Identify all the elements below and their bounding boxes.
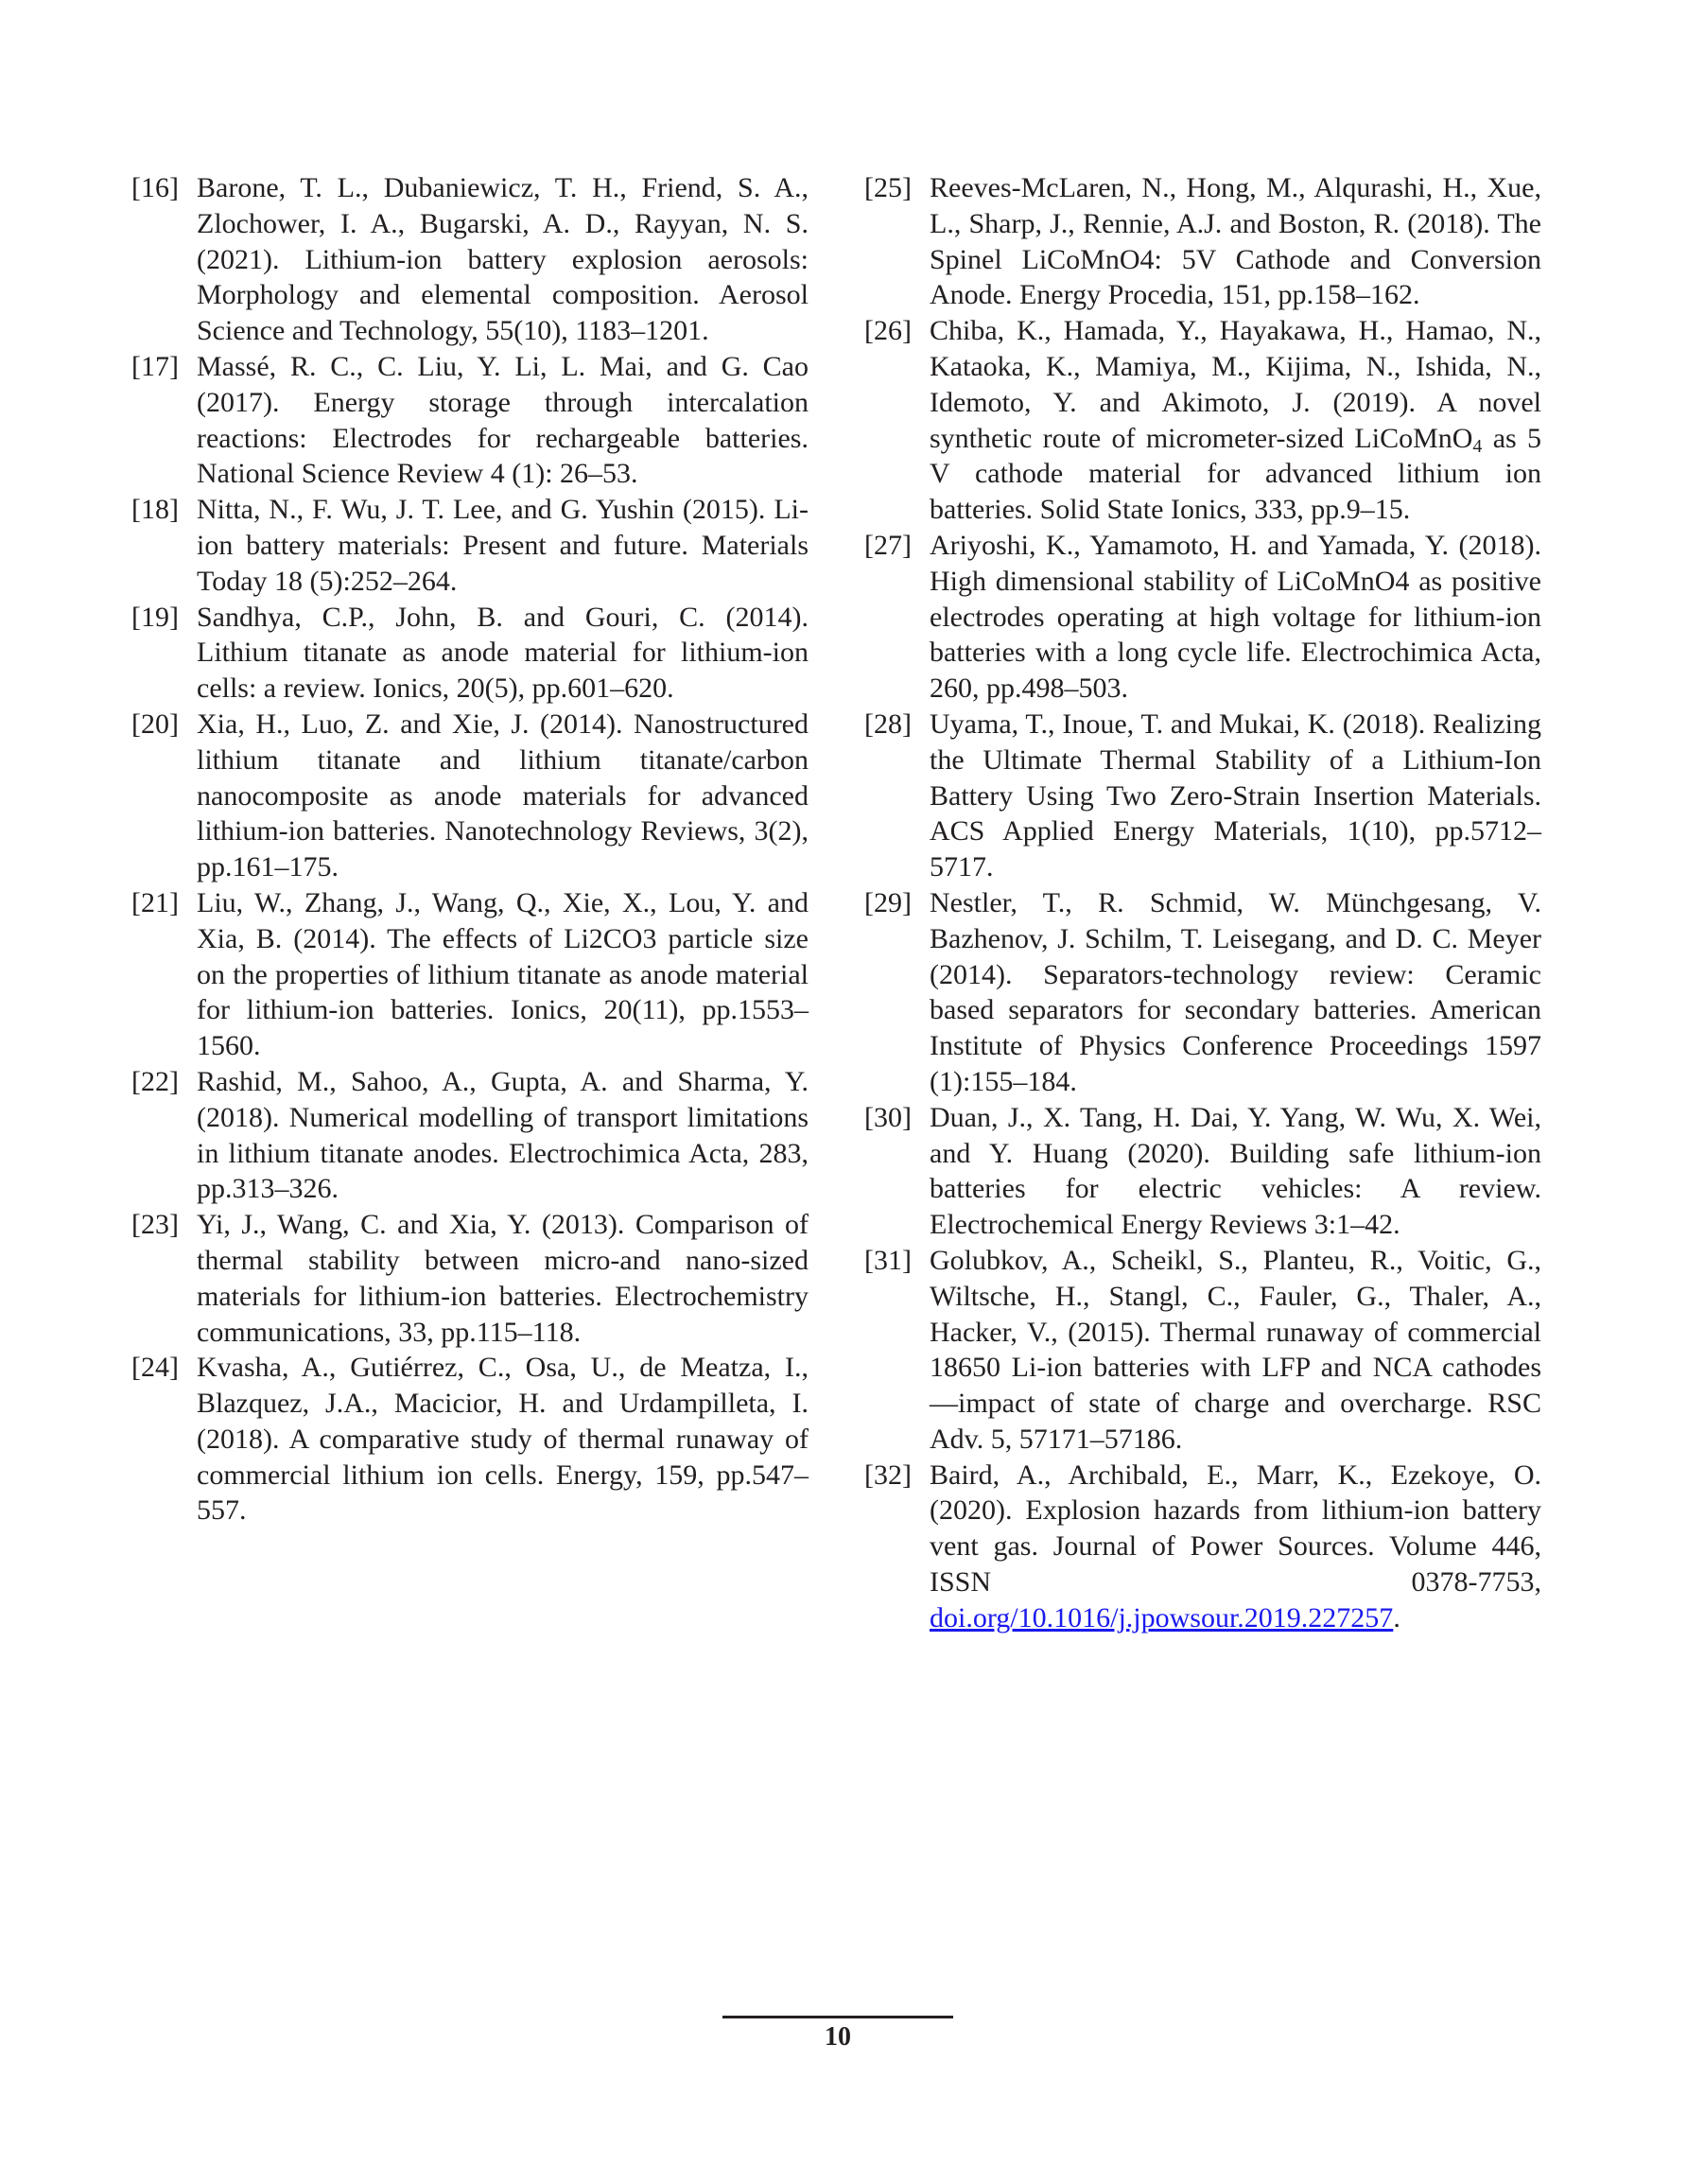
reference-item: [131, 170, 809, 349]
reference-number: [21]: [131, 886, 179, 918]
reference-item: [131, 492, 809, 599]
reference-item: [131, 1350, 809, 1529]
reference-text: Massé, R. C., C. Liu, Y. Li, L. Mai, and G. Cao (2017). Energy storage through intercalation reactions: Electrodes for rechargeable batteries. National Science Review 4 (1): 26–53.: [197, 350, 809, 490]
reference-item: [131, 600, 809, 707]
reference-text: Xia, H., Luo, Z. and Xie, J. (2014). Nanostructured lithium titanate and lithium titanate/carbon nanocomposite as anode materials for advanced lithium-ion batteries. Nanotechnology Reviews, 3(2), pp.161–175.: [197, 708, 809, 883]
reference-text: Sandhya, C.P., John, B. and Gouri, C. (2014). Lithium titanate as anode material for lithium-ion cells: a review. Ionics, 20(5), pp.601–620.: [197, 601, 809, 705]
reference-item: [864, 1243, 1541, 1458]
page-number: 10: [825, 2022, 851, 2052]
reference-number: [16]: [131, 172, 179, 203]
references-column-right: [864, 170, 1541, 1636]
reference-text: Kvasha, A., Gutiérrez, C., Osa, U., de Meatza, I., Blazquez, J.A., Macicior, H. and Urdampilleta, I. (2018). A comparative study of thermal runaway of commercial lithium ion cells. Energy, 159, pp.547–557.: [197, 1352, 809, 1527]
reference-text: Nitta, N., F. Wu, J. T. Lee, and G. Yushin (2015). Li-ion battery materials: Present and future. Materials Today 18 (5):252–264.: [197, 494, 809, 597]
reference-number: [24]: [131, 1352, 179, 1384]
references-column-left: [131, 170, 809, 1529]
reference-text: Duan, J., X. Tang, H. Dai, Y. Yang, W. Wu, X. Wei, and Y. Huang (2020). Building safe lithium-ion batteries for electric vehicles: A review. Electrochemical Energy Reviews 3:1–42.: [930, 1101, 1541, 1241]
reference-item: [131, 349, 809, 492]
reference-text: Reeves-McLaren, N., Hong, M., Alqurashi, H., Xue, L., Sharp, J., Rennie, A.J. and Boston, R. (2018). The Spinel LiCoMnO4: 5V Cathode and Conversion Anode. Energy Procedia, 151, pp.158–162.: [930, 172, 1541, 311]
reference-number: [31]: [864, 1244, 912, 1276]
reference-text: Nestler, T., R. Schmid, W. Münchgesang, V. Bazhenov, J. Schilm, T. Leisegang, and D. C. Meyer (2014). Separators-technology review: Ceramic based separators for secondary batteries. American Institute of Physics Conference Proceedings 1597 (1):155–184.: [930, 886, 1541, 1097]
reference-item: [864, 885, 1541, 1100]
reference-number: [29]: [864, 886, 912, 918]
reference-text-part: .: [1393, 1601, 1400, 1634]
doi-link[interactable]: doi.org/10.1016/j.jpowsour.2019.227257: [930, 1601, 1394, 1634]
reference-item: [131, 707, 809, 885]
reference-item: [131, 1064, 809, 1207]
reference-number: [27]: [864, 529, 912, 561]
reference-number: [17]: [131, 350, 179, 382]
reference-number: [22]: [131, 1065, 179, 1097]
reference-text: [930, 315, 1541, 525]
reference-number: [18]: [131, 494, 179, 526]
reference-text-part: Baird, A., Archibald, E., Marr, K., Ezekoye, O. (2020). Explosion hazards from lithium-ion battery vent gas. Journal of Power Sources. Volume 446, ISSN 0378-7753,: [930, 1459, 1541, 1599]
reference-number: [28]: [864, 708, 912, 740]
reference-number: [26]: [864, 315, 912, 347]
reference-item: [864, 170, 1541, 313]
reference-text-part: Chiba, K., Hamada, Y., Hayakawa, H., Hamao, N., Kataoka, K., Mamiya, M., Kijima, N., Ishida, N., Idemoto, Y. and Akimoto, J. (2019). A novel synthetic route of micrometer-sized LiCoMnO: [930, 315, 1541, 454]
reference-item: [864, 1100, 1541, 1243]
reference-item: [864, 528, 1541, 707]
reference-item: [864, 707, 1541, 885]
reference-text: Yi, J., Wang, C. and Xia, Y. (2013). Comparison of thermal stability between micro-and nano-sized materials for lithium-ion batteries. Electrochemistry communications, 33, pp.115–118.: [197, 1209, 809, 1348]
reference-text-part: as 5 V cathode material for advanced lithium ion batteries. Solid State Ionics, 333, pp.9–15.: [930, 422, 1541, 526]
reference-text: Rashid, M., Sahoo, A., Gupta, A. and Sharma, Y. (2018). Numerical modelling of transport limitations in lithium titanate anodes. Electrochimica Acta, 283, pp.313–326.: [197, 1065, 809, 1205]
reference-number: [20]: [131, 708, 179, 740]
reference-text: Barone, T. L., Dubaniewicz, T. H., Friend, S. A., Zlochower, I. A., Bugarski, A. D., Rayyan, N. S. (2021). Lithium-ion battery explosion aerosols: Morphology and elemental composition. Aerosol Science and Technology, 55(10), 1183–1201.: [197, 172, 809, 347]
reference-item: [131, 1207, 809, 1350]
reference-number: [23]: [131, 1209, 179, 1241]
reference-text: [930, 1459, 1541, 1634]
reference-number: [19]: [131, 601, 179, 633]
reference-item: [864, 313, 1541, 528]
reference-text: Golubkov, A., Scheikl, S., Planteu, R., Voitic, G., Wiltsche, H., Stangl, C., Fauler, G., Thaler, A., Hacker, V., (2015). Thermal runaway of commercial 18650 Li-ion batteries with LFP and NCA cathodes—impact of state of charge and overcharge. RSC Adv. 5, 57171–57186.: [930, 1244, 1541, 1455]
reference-text: Liu, W., Zhang, J., Wang, Q., Xie, X., Lou, Y. and Xia, B. (2014). The effects of Li2CO3 particle size on the properties of lithium titanate as anode material for lithium-ion batteries. Ionics, 20(11), pp.1553–1560.: [197, 886, 809, 1062]
reference-number: [30]: [864, 1101, 912, 1133]
reference-item: [864, 1458, 1541, 1636]
reference-item: [131, 885, 809, 1064]
footer-rule: [722, 2016, 953, 2018]
reference-number: [32]: [864, 1459, 912, 1491]
reference-text: Ariyoshi, K., Yamamoto, H. and Yamada, Y. (2018). High dimensional stability of LiCoMnO4 as positive electrodes operating at high voltage for lithium-ion batteries with a long cycle life. Electrochimica Acta, 260, pp.498–503.: [930, 529, 1541, 705]
reference-number: [25]: [864, 172, 912, 203]
reference-text: Uyama, T., Inoue, T. and Mukai, K. (2018). Realizing the Ultimate Thermal Stability of a Lithium-Ion Battery Using Two Zero-Strain Insertion Materials. ACS Applied Energy Materials, 1(10), pp.5712–5717.: [930, 708, 1541, 883]
chemical-subscript: 4: [1472, 435, 1483, 457]
